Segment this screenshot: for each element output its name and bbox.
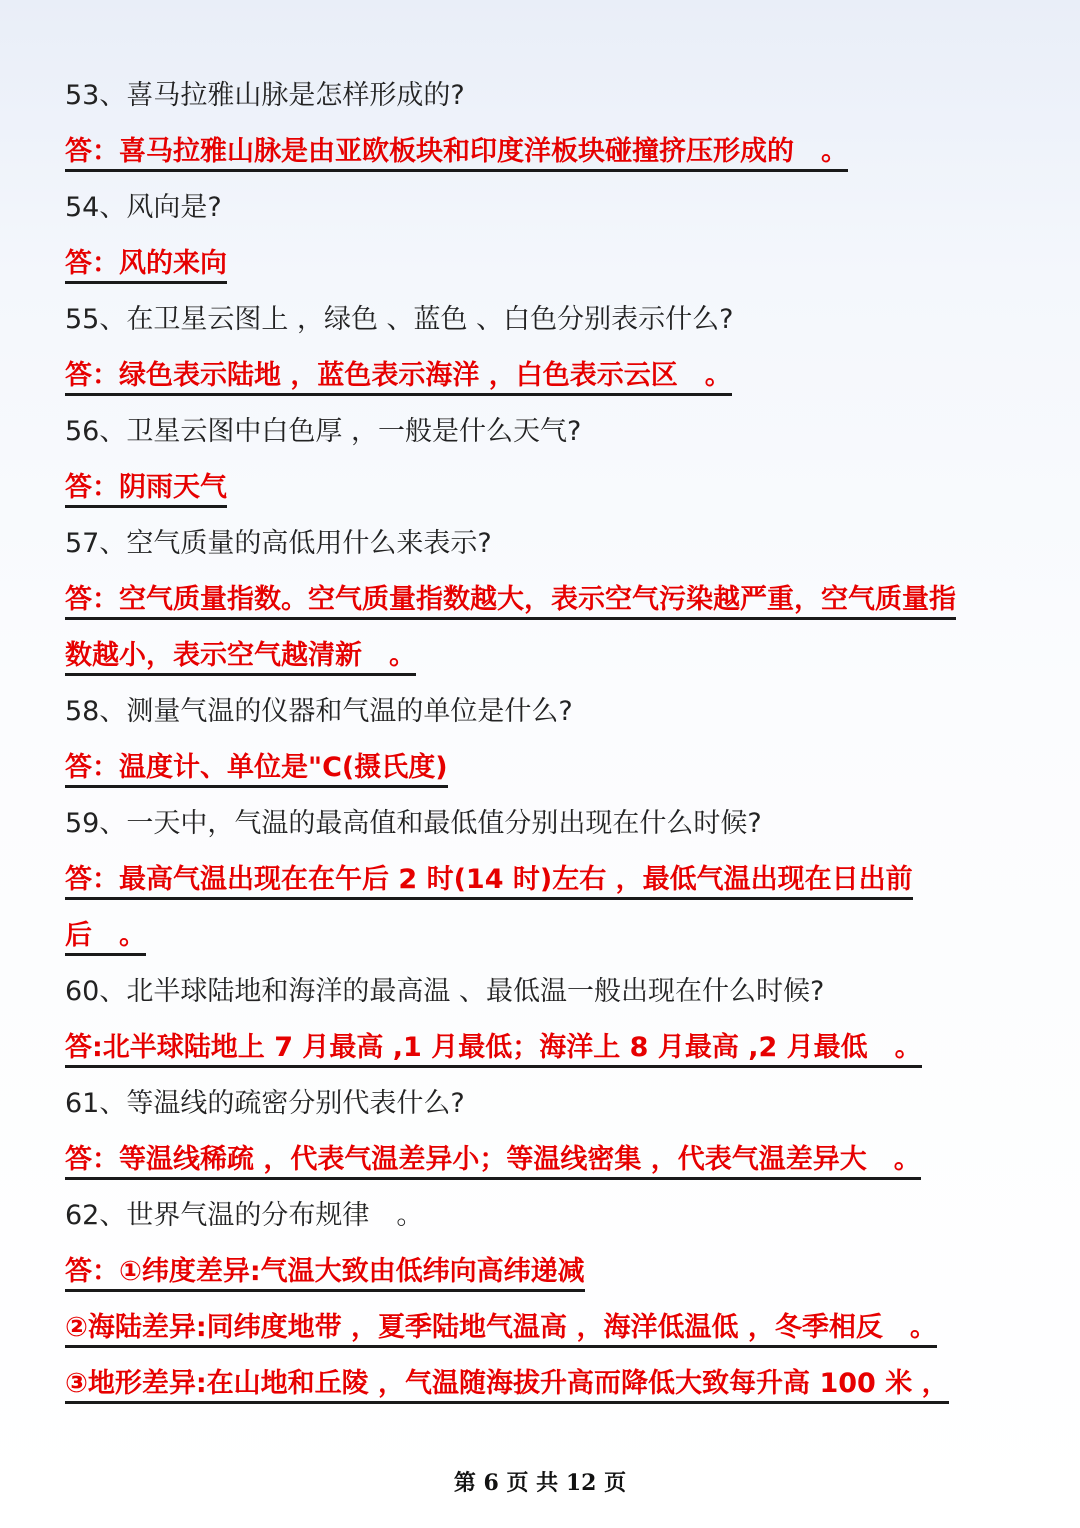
answer-line: 答：喜马拉雅山脉是由亚欧板块和印度洋板块碰撞挤压形成的 。 bbox=[65, 136, 848, 172]
question-61: 61、等温线的疏密分别代表什么? bbox=[65, 1088, 465, 1119]
answer-line: 答：等温线稀疏 ，代表气温差异小；等温线密集 ，代表气温差异大 。 bbox=[65, 1144, 921, 1180]
answer-59-line-1 bbox=[65, 860, 1025, 900]
answer-line: 答：最高气温出现在在午后 2 时(14 时)左右 ，最低气温出现在日出前 bbox=[65, 864, 913, 900]
question-56: 56、卫星云图中白色厚 ，一般是什么天气? bbox=[65, 416, 582, 447]
answer-line: 答：①纬度差异:气温大致由低纬向高纬递减 bbox=[65, 1256, 585, 1292]
answer-57-line-2 bbox=[65, 636, 1025, 676]
qa-list bbox=[65, 76, 1025, 1420]
answer-54 bbox=[65, 244, 1025, 284]
question-54: 54、风向是? bbox=[65, 192, 222, 223]
question-57: 57、空气质量的高低用什么来表示? bbox=[65, 528, 492, 559]
answer-line: ③地形差异:在山地和丘陵 ，气温随海拔升高而降低大致每升高 100 米 ， bbox=[65, 1368, 949, 1404]
question-60: 60、北半球陆地和海洋的最高温 、最低温一般出现在什么时候? bbox=[65, 976, 825, 1007]
answer-line: 后 。 bbox=[65, 920, 146, 956]
answer-59-line-2 bbox=[65, 916, 1025, 956]
answer-line: 答：风的来向 bbox=[65, 248, 227, 284]
question-58: 58、测量气温的仪器和气温的单位是什么? bbox=[65, 696, 573, 727]
answer-53 bbox=[65, 132, 1025, 172]
question-59: 59、一天中，气温的最高值和最低值分别出现在什么时候? bbox=[65, 808, 762, 839]
answer-line: 答：绿色表示陆地 ，蓝色表示海洋 ，白色表示云区 。 bbox=[65, 360, 732, 396]
answer-line: 答：温度计、单位是"C(摄氏度) bbox=[65, 752, 448, 788]
answer-56 bbox=[65, 468, 1025, 508]
question-62: 62、世界气温的分布规律 。 bbox=[65, 1200, 424, 1231]
answer-61 bbox=[65, 1140, 1025, 1180]
answer-55 bbox=[65, 356, 1025, 396]
answer-line: 答:北半球陆地上 7 月最高 ,1 月最低；海洋上 8 月最高 ,2 月最低 。 bbox=[65, 1032, 922, 1068]
answer-60 bbox=[65, 1028, 1025, 1068]
answer-62-line-1 bbox=[65, 1252, 1025, 1292]
answer-57-line-1 bbox=[65, 580, 1025, 620]
answer-58 bbox=[65, 748, 1025, 788]
answer-line: ②海陆差异:同纬度地带 ，夏季陆地气温高 ，海洋低温低 ，冬季相反 。 bbox=[65, 1312, 937, 1348]
question-53: 53、喜马拉雅山脉是怎样形成的? bbox=[65, 80, 465, 111]
answer-line: 答：空气质量指数。空气质量指数越大，表示空气污染越严重，空气质量指 bbox=[65, 584, 956, 620]
question-55: 55、在卫星云图上 ，绿色 、蓝色 、白色分别表示什么? bbox=[65, 304, 734, 335]
answer-62-line-3 bbox=[65, 1364, 1025, 1404]
page-number: 第 6 页 共 12 页 bbox=[453, 1470, 627, 1496]
answer-62-line-2 bbox=[65, 1308, 1025, 1348]
answer-line: 数越小，表示空气越清新 。 bbox=[65, 640, 416, 676]
answer-line: 答：阴雨天气 bbox=[65, 472, 227, 508]
